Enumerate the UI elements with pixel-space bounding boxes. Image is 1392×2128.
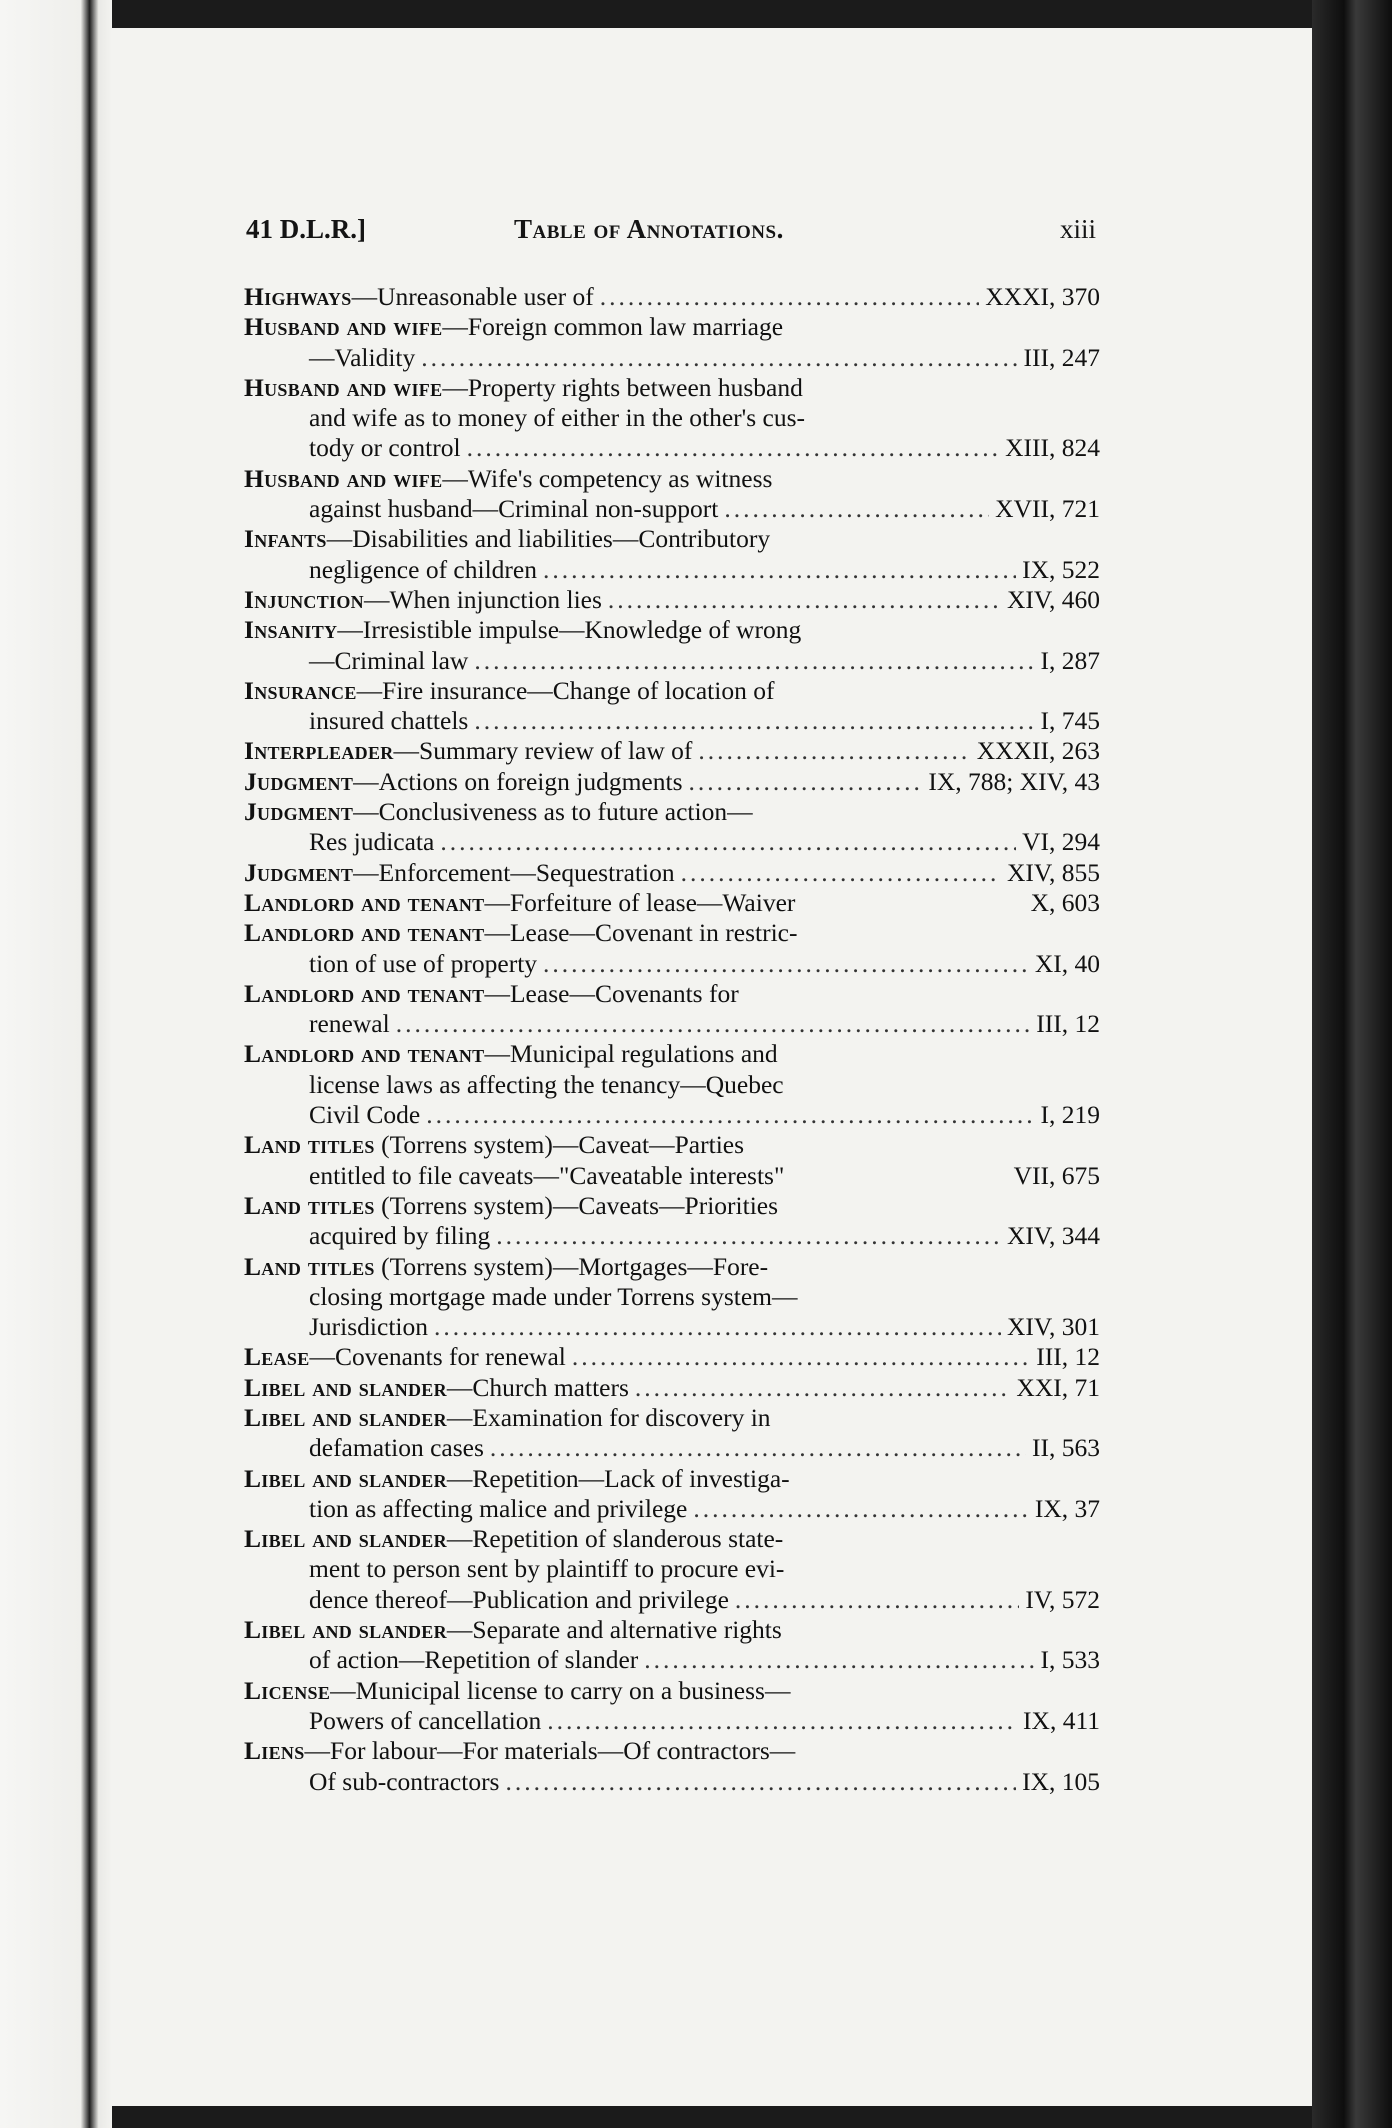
- entry-text: Libel and slander—Church matters: [244, 1372, 629, 1402]
- dot-leader: [644, 1645, 1034, 1675]
- dot-leader: [467, 433, 1000, 463]
- entry-text: Libel and slander—Examination for discovery in: [244, 1402, 771, 1432]
- entry-reference: IX, 411: [1023, 1705, 1100, 1735]
- entry-text: dence thereof—Publication and privilege: [309, 1584, 729, 1614]
- entry-reference: I, 533: [1040, 1645, 1100, 1675]
- entry-line: [244, 1039, 1100, 1069]
- entry-text: Husband and wife—Property rights between husband: [244, 372, 803, 402]
- entry-text: Landlord and tenant—Forfeiture of lease—Waiver: [244, 887, 796, 917]
- entry-reference: XVII, 721: [995, 494, 1100, 524]
- entry-text: License—Municipal license to carry on a business—: [244, 1675, 791, 1705]
- entry-reference: IX, 788; XIV, 43: [928, 766, 1100, 796]
- index-entry: [244, 676, 1100, 737]
- entry-line: [244, 1403, 1100, 1433]
- index-entry: [244, 1403, 1100, 1464]
- entry-reference: III, 12: [1036, 1342, 1100, 1372]
- dot-leader: [724, 494, 989, 524]
- entry-reference: X, 603: [1030, 887, 1100, 917]
- entry-text: Landlord and tenant—Lease—Covenants for: [244, 978, 739, 1008]
- volume-reference: 41 D.L.R.]: [246, 214, 366, 244]
- index-entry: [244, 464, 1100, 525]
- index-entry: [244, 1039, 1100, 1130]
- index-entry: [244, 858, 1100, 888]
- entry-reference: IV, 572: [1025, 1584, 1100, 1614]
- entry-text: tody or control: [309, 433, 461, 463]
- entry-reference: I, 287: [1040, 645, 1100, 675]
- entry-line: [244, 1706, 1100, 1736]
- entry-text: of action—Repetition of slander: [309, 1645, 639, 1675]
- entry-text: Insanity—Irresistible impulse—Knowledge of wrong: [244, 615, 802, 645]
- dot-leader: [689, 767, 923, 797]
- index-entry: [244, 797, 1100, 858]
- entry-line: [244, 736, 1100, 766]
- entry-line: [244, 1342, 1100, 1372]
- entry-line: [244, 1161, 1100, 1191]
- entry-reference: VI, 294: [1022, 827, 1100, 857]
- dot-leader: [434, 1312, 1001, 1342]
- entry-text: Husband and wife—Wife's competency as witness: [244, 463, 773, 493]
- entry-line: [244, 1282, 1100, 1312]
- entry-line: [244, 1433, 1100, 1463]
- entry-text: Highways—Unreasonable user of: [244, 282, 594, 311]
- index-entry: [244, 1252, 1100, 1343]
- index-entry: [244, 1464, 1100, 1525]
- index-entry: [244, 524, 1100, 585]
- entry-line: [244, 676, 1100, 706]
- entry-text: insured chattels: [309, 706, 469, 736]
- index-entry: [244, 888, 1100, 918]
- index-entry: [244, 979, 1100, 1040]
- entry-line: [244, 555, 1100, 585]
- entry-line: [244, 1464, 1100, 1494]
- entry-reference: I, 745: [1040, 706, 1100, 736]
- entry-text: Judgment—Actions on foreign judgments: [244, 766, 683, 796]
- entry-text: and wife as to money of either in the other's cus-: [309, 403, 806, 433]
- dot-leader: [421, 343, 1017, 373]
- entry-reference: XIV, 855: [1006, 857, 1100, 887]
- entry-line: [244, 282, 1100, 312]
- index-entry: [244, 1373, 1100, 1403]
- entry-text: Husband and wife—Foreign common law marriage: [244, 312, 784, 342]
- entry-text: entitled to file caveats—"Caveatable interests": [309, 1160, 785, 1190]
- entry-line: [244, 494, 1100, 524]
- entry-line: [244, 1221, 1100, 1251]
- book-binding-left: [0, 0, 112, 2128]
- entry-line: [244, 1767, 1100, 1797]
- entry-line: [244, 1009, 1100, 1039]
- index-entry: [244, 767, 1100, 797]
- entry-text: Of sub-contractors: [309, 1766, 500, 1796]
- index-entry: [244, 282, 1100, 312]
- index-entry: [244, 1736, 1100, 1797]
- entry-text: Libel and slander—Separate and alternative rights: [244, 1615, 782, 1645]
- entry-reference: I, 219: [1040, 1100, 1100, 1130]
- entry-reference: XXI, 71: [1016, 1372, 1100, 1402]
- index-entry: [244, 736, 1100, 766]
- dot-leader: [505, 1767, 1016, 1797]
- entry-text: Injunction—When injunction lies: [244, 584, 602, 614]
- entry-text: defamation cases: [309, 1433, 484, 1463]
- entry-line: [244, 979, 1100, 1009]
- dot-leader: [600, 282, 979, 312]
- entry-reference: VII, 675: [1013, 1160, 1100, 1190]
- entry-line: [244, 312, 1100, 342]
- index-entry: [244, 1676, 1100, 1737]
- entry-text: Land titles (Torrens system)—Caveats—Priorities: [244, 1190, 779, 1220]
- entry-line: [244, 1736, 1100, 1766]
- index-entry: [244, 1130, 1100, 1191]
- book-edge-right: [1312, 0, 1392, 2128]
- entry-line: [244, 949, 1100, 979]
- entry-text: —Criminal law: [309, 645, 469, 675]
- running-head: [246, 214, 1096, 258]
- entry-line: [244, 888, 1100, 918]
- entry-line: [244, 827, 1100, 857]
- entry-reference: II, 563: [1032, 1433, 1100, 1463]
- entry-reference: IX, 105: [1022, 1766, 1100, 1796]
- dot-leader: [474, 706, 1034, 736]
- dot-leader: [547, 1706, 1017, 1736]
- entry-reference: XIII, 824: [1005, 433, 1100, 463]
- entry-line: [244, 1615, 1100, 1645]
- entry-text: acquired by filing: [309, 1221, 491, 1251]
- entry-line: [244, 373, 1100, 403]
- entry-line: [244, 1524, 1100, 1554]
- entry-reference: III, 12: [1036, 1009, 1100, 1039]
- entry-text: Landlord and tenant—Municipal regulations and: [244, 1039, 778, 1069]
- entry-text: Land titles (Torrens system)—Mortgages—Fore-: [244, 1251, 769, 1281]
- entry-reference: IX, 37: [1034, 1493, 1100, 1523]
- entry-text: Insurance—Fire insurance—Change of location of: [244, 675, 775, 705]
- entry-text: Libel and slander—Repetition of slanderous state-: [244, 1524, 784, 1554]
- entry-reference: XI, 40: [1034, 948, 1100, 978]
- entry-line: [244, 1252, 1100, 1282]
- entry-reference: XXXII, 263: [976, 736, 1100, 766]
- entry-line: [244, 858, 1100, 888]
- entry-text: license laws as affecting the tenancy—Quebec: [309, 1069, 784, 1099]
- entry-text: Landlord and tenant—Lease—Covenant in restric-: [244, 918, 798, 948]
- dot-leader: [396, 1009, 1031, 1039]
- entry-line: [244, 1130, 1100, 1160]
- entry-line: [244, 1645, 1100, 1675]
- dot-leader: [735, 1585, 1019, 1615]
- entry-reference: XIV, 460: [1006, 584, 1100, 614]
- dot-leader: [496, 1221, 1001, 1251]
- entry-line: [244, 646, 1100, 676]
- entry-reference: IX, 522: [1022, 554, 1100, 584]
- entry-line: [244, 343, 1100, 373]
- entry-line: [244, 1585, 1100, 1615]
- dot-leader: [698, 736, 970, 766]
- entry-line: [244, 524, 1100, 554]
- entry-line: [244, 767, 1100, 797]
- entry-line: [244, 433, 1100, 463]
- entry-line: [244, 1554, 1100, 1584]
- entry-line: [244, 706, 1100, 736]
- page-title: Table of Annotations.: [514, 214, 784, 244]
- entry-text: Powers of cancellation: [309, 1705, 542, 1735]
- index-entry: [244, 373, 1100, 464]
- entry-text: negligence of children: [309, 554, 537, 584]
- dot-leader: [426, 1100, 1034, 1130]
- entry-line: [244, 1494, 1100, 1524]
- entry-line: [244, 1676, 1100, 1706]
- entry-line: [244, 797, 1100, 827]
- dot-leader: [474, 646, 1034, 676]
- index-entry: [244, 1191, 1100, 1252]
- entry-text: Civil Code: [309, 1100, 421, 1130]
- entry-reference: XIV, 344: [1006, 1221, 1100, 1251]
- entry-reference: XIV, 301: [1006, 1312, 1100, 1342]
- page-number: xiii: [1059, 214, 1096, 244]
- entry-text: Jurisdiction: [309, 1312, 428, 1342]
- index-entry: [244, 312, 1100, 373]
- entry-text: Liens—For labour—For materials—Of contractors—: [244, 1736, 796, 1766]
- index-entry: [244, 585, 1100, 615]
- index-entry: [244, 615, 1100, 676]
- entry-text: renewal: [309, 1009, 390, 1039]
- entry-text: against husband—Criminal non-support: [309, 494, 719, 524]
- entry-text: tion of use of property: [309, 948, 538, 978]
- entry-text: —Validity: [309, 342, 416, 372]
- entry-line: [244, 464, 1100, 494]
- annotation-index: [244, 282, 1100, 1797]
- entry-text: closing mortgage made under Torrens system—: [309, 1281, 798, 1311]
- dot-leader: [608, 585, 1001, 615]
- entry-line: [244, 1070, 1100, 1100]
- entry-line: [244, 1191, 1100, 1221]
- entry-line: [244, 1100, 1100, 1130]
- index-entry: [244, 1524, 1100, 1615]
- entry-line: [244, 918, 1100, 948]
- dot-leader: [543, 555, 1016, 585]
- entry-text: Land titles (Torrens system)—Caveat—Parties: [244, 1130, 745, 1160]
- entry-line: [244, 403, 1100, 433]
- entry-line: [244, 1373, 1100, 1403]
- dot-leader: [543, 949, 1029, 979]
- entry-reference: III, 247: [1023, 342, 1100, 372]
- dot-leader: [635, 1373, 1011, 1403]
- entry-line: [244, 615, 1100, 645]
- dot-leader: [681, 858, 1001, 888]
- entry-text: Judgment—Enforcement—Sequestration: [244, 857, 675, 887]
- index-entry: [244, 1615, 1100, 1676]
- entry-reference: XXXI, 370: [985, 282, 1100, 311]
- index-entry: [244, 918, 1100, 979]
- entry-text: ment to person sent by plaintiff to procure evi-: [309, 1554, 785, 1584]
- dot-leader: [440, 827, 1016, 857]
- entry-text: Res judicata: [309, 827, 435, 857]
- entry-text: Libel and slander—Repetition—Lack of investiga-: [244, 1463, 790, 1493]
- dot-leader: [693, 1494, 1028, 1524]
- index-entry: [244, 1342, 1100, 1372]
- entry-line: [244, 1312, 1100, 1342]
- entry-text: Interpleader—Summary review of law of: [244, 736, 693, 766]
- entry-text: Lease—Covenants for renewal: [244, 1342, 566, 1372]
- entry-text: Infants—Disabilities and liabilities—Contributory: [244, 524, 771, 554]
- entry-line: [244, 585, 1100, 615]
- dot-leader: [572, 1342, 1030, 1372]
- entry-text: tion as affecting malice and privilege: [309, 1493, 688, 1523]
- dot-leader: [490, 1433, 1026, 1463]
- entry-text: Judgment—Conclusiveness as to future action—: [244, 797, 753, 827]
